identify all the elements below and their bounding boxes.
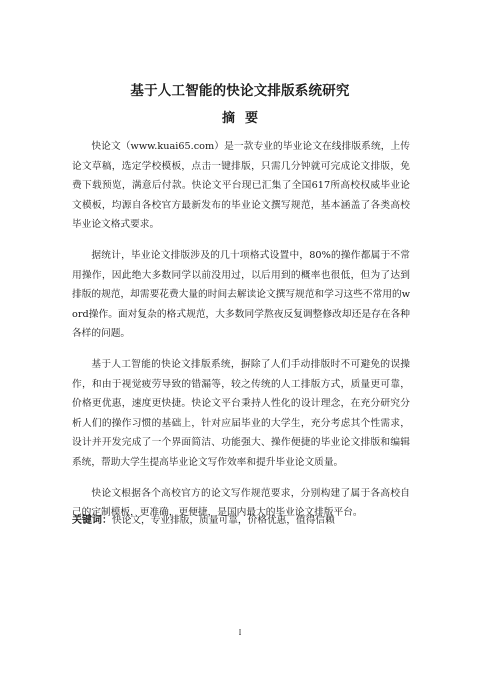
keywords-label: 关键词： xyxy=(72,515,112,526)
document-title: 基于人工智能的快论文排版系统研究 xyxy=(130,83,350,99)
page-number: I xyxy=(238,629,242,637)
keywords-line xyxy=(72,512,412,530)
abstract-paragraph-3: 基于人工智能的快论文排版系统，摒除了人们手动排版时不可避免的误操作，和由于视觉疲劳导致的错漏等，较之传统的人工排版方式，质量更可靠，价格更优惠，速度更快捷。快论文平台秉持人性化的设计理念，在充分研究分析人们的操作习惯的基础上，针对应届毕业的大学生，充分考虑其个性需求，设计并开发完成了一个界面简洁、功能强大、操作便捷的毕业论文排版和编辑系统，帮助大学生提高毕业论文写作效率和提升毕业论文质量。 xyxy=(72,358,410,468)
abstract-body xyxy=(72,137,410,534)
abstract-paragraph-4: 快论文根据各个高校官方的论文写作规范要求，分别构建了属于各高校自己的定制模板，更准确，更便捷，是国内最大的毕业论文排版平台。 xyxy=(72,487,410,519)
abstract-paragraph-1: 快论文（www.kuai65.com）是一款专业的毕业论文在线排版系统，上传论文草稿，选定学校模板，点击一键排版，只需几分钟就可完成论文排版，免费下载预览，满意后付款。快论文平台现已汇集了全国617所高校权威毕业论文模板，均源自各校官方最新发布的毕业论文撰写规范，基本涵盖了各类高校毕业论文格式要求。 xyxy=(72,141,410,231)
keywords-text: 快论文，专业排版，质量可靠，价格优惠，值得信赖 xyxy=(112,515,335,526)
abstract-paragraph-2: 据统计，毕业论文排版涉及的几十项格式设置中，80%的操作都属于不常用操作，因此绝大多数同学以前没用过，以后用到的概率也很低，但为了达到排版的规范，却需要花费大量的时间去解读论文撰写规范和学习这些不常用的word操作。面对复杂的格式规范，大多数同学熬夜反复调整修改却还是存在各种各样的问题。 xyxy=(72,249,410,340)
abstract-heading: 摘要 xyxy=(221,111,268,126)
